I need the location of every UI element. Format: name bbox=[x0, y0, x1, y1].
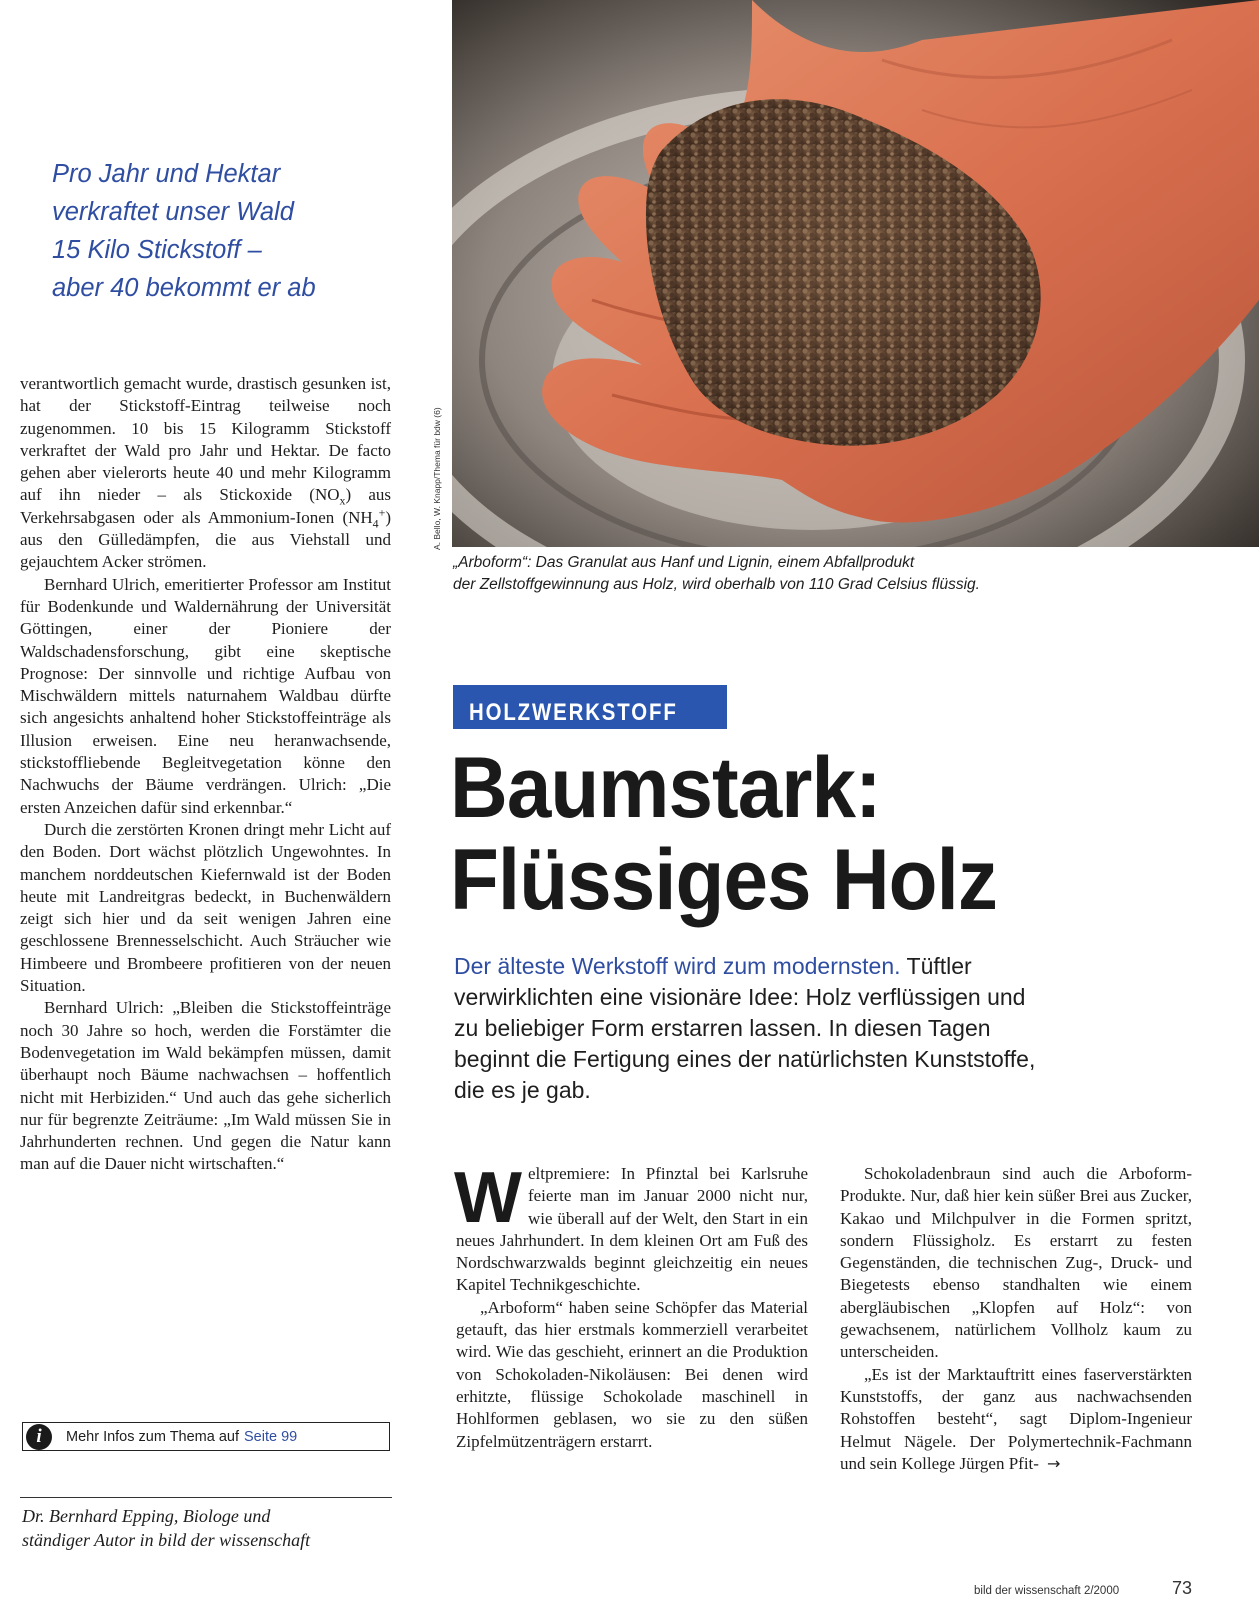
continue-arrow-icon: → bbox=[1046, 1453, 1061, 1473]
middle-paragraph: Weltpremiere: In Pfinztal bei Karlsruhe feierte man im Januar 2000 nicht nur, wie überall auf der Welt, den Start in ein neues Jahrhundert. In dem kleinen Ort am Fuß des Nordschwarzwalds beginnt gleichzeitig ein neues Kapitel Technikgeschichte. bbox=[454, 1158, 808, 1295]
caption-line: der Zellstoffgewinnung aus Holz, wird oberhalb von 110 Grad Celsius flüssig. bbox=[453, 576, 980, 593]
page-number: 73 bbox=[1172, 1578, 1193, 1598]
left-column bbox=[20, 373, 391, 1176]
hand-with-granulate-image bbox=[452, 0, 1259, 547]
pull-quote-line: verkraftet unser Wald bbox=[52, 198, 294, 226]
left-paragraph: verantwortlich gemacht wurde, drastisch gesunken ist, hat der Stickstoff-Eintrag teilweise noch zugenommen. 10 bis 15 Kilogramm Stickstoff verkraftet der Wald pro Jahr und Hektar. De facto gehen aber vielerorts heute 40 und mehr Kilogramm auf ihn nieder – als Stickoxide $(NO_x)$ aus Verkehrsabgasen oder als Ammonium-Ionen $(NH_4^+)$ aus den Gülledämpfen, die aus Viehstall und gejauchtem Acker strömen. bbox=[20, 374, 392, 572]
caption-line: „Arboform“: Das Granulat aus Hanf und Lignin, einem Abfallprodukt bbox=[453, 554, 915, 571]
lead-line: verwirklichten eine visionäre Idee: Holz verflüssigen und bbox=[454, 984, 1026, 1010]
magazine-footer: bild der wissenschaft 2/2000 bbox=[974, 1585, 1120, 1597]
photo-caption bbox=[453, 552, 1233, 596]
pull-quote-line: 15 Kilo Stickstoff – bbox=[52, 236, 262, 264]
pull-quote-line: aber 40 bekommt er ab bbox=[52, 274, 316, 302]
headline-line: Baumstark: bbox=[450, 740, 881, 836]
lead-line: beginnt die Fertigung eines der natürlichsten Kunststoffe, bbox=[454, 1046, 1036, 1072]
middle-column bbox=[454, 1158, 808, 1453]
author-note bbox=[22, 1504, 402, 1552]
left-paragraph: Durch die zerstörten Kronen dringt mehr Licht auf den Boden. Dort wächst plötzlich Ungewohntes. In manchem norddeutschen Kiefernwald ist der Boden heute mit Landreitgras bedeckt, in Buchenwäldern zeigt sich hier und da seit wenigen Jahren eine geschlossene Brennesselschicht. Auch Sträucher wie Himbeere und Brombeere profitieren von der neuen Situation. bbox=[20, 819, 391, 996]
lead-highlight: Der älteste Werkstoff wird zum modernsten. bbox=[454, 953, 901, 979]
right-column bbox=[840, 1163, 1192, 1475]
info-icon: i bbox=[26, 1424, 52, 1450]
author-divider bbox=[20, 1497, 392, 1498]
article-headline bbox=[450, 742, 1250, 926]
page-reference-link[interactable]: Seite 99 bbox=[244, 1428, 298, 1445]
lead-line: Der älteste Werkstoff wird zum modernsten. Tüftler bbox=[454, 953, 972, 979]
more-info-text: Mehr Infos zum Thema auf bbox=[66, 1428, 240, 1445]
left-paragraph: Bernhard Ulrich: „Bleiben die Stickstoffeinträge noch 30 Jahre so hoch, werden die Forstämter die Bodenvegetation im Wald bekämpfen müssen, damit überhaupt noch Bäume nachwachsen – hoffentlich nicht mit Herbiziden.“ Und auch das gehe sicherlich nur für begrenzte Zeiträume: „Im Wald müssen Sie in Jahrhunderten rechnen. Und gegen die Natur kann man auf die Dauer nicht wirtschaften.“ bbox=[20, 998, 391, 1174]
pull-quote-line: Pro Jahr und Hektar bbox=[52, 160, 281, 188]
right-paragraph: „Es ist der Marktauftritt eines faserverstärkten Kunststoffs, der ganz aus nachwachsenden Rohstoffen besteht“, sagt Diplom-Ingenieur Helmut Nägele. Der Polymertechnik-Fachmann und sein Kollege Jürgen Pfit- → bbox=[840, 1364, 1192, 1473]
left-paragraph: Bernhard Ulrich, emeritierter Professor am Institut für Bodenkunde und Waldernährung der Universität Göttingen, einer der Pioniere der Waldschadensforschung, gibt eine skeptische Prognose: Der sinnvolle und richtige Aufbau von Mischwäldern mittels naturnahem Waldbau dürfte sich angesichts anhaltend hoher Stickstoffeinträge als Illusion erweisen. Eine neu heranwachsende, stickstoffliebende Begleitvegetation könne den Nachwuchs der Bäume verdrängen. Ulrich: „Die ersten Anzeichen dafür sind erkennbar.“ bbox=[20, 574, 391, 817]
arboform-photo bbox=[452, 0, 1259, 547]
pull-quote bbox=[52, 155, 412, 307]
headline-line: Flüssiges Holz bbox=[450, 832, 997, 928]
drop-cap: W bbox=[454, 1158, 522, 1238]
lead-line: die es je gab. bbox=[454, 1077, 591, 1103]
author-line: ständiger Autor in bild der wissenschaft bbox=[22, 1530, 311, 1550]
article-lead bbox=[454, 951, 1254, 1106]
photo-credit: A. Bello, W. Knapp/Thema für bdw (6) bbox=[432, 407, 442, 550]
right-paragraph: Schokoladenbraun sind auch die Arboform-Produkte. Nur, daß hier kein süßer Brei aus Zucker, Kakao und Milchpulver in die Formen spritzt, sondern Flüssigholz. Es erstarrt zu festen Gegenständen, die technischen Zug-, Druck- und Biegetests ebenso standhalten wie einem abergläubischen „Klopfen auf Holz“: von gewachsenem, natürlichem Vollholz kaum zu unterscheiden. bbox=[840, 1164, 1192, 1362]
lead-line: zu beliebiger Form erstarren lassen. In diesen Tagen bbox=[454, 1015, 991, 1041]
middle-paragraph: „Arboform“ haben seine Schöpfer das Material getauft, das hier erstmals kommerziell verarbeitet wird. Wie das geschieht, erinnert an die Produktion von Schokoladen-Nikoläusen: Bei denen wird erhitzte, flüssige Schokolade maschinell in Hohlformen geblasen, wo sie zu den süßen Zipfelmützenträgern erstarrt. bbox=[456, 1297, 808, 1451]
more-info-box[interactable] bbox=[22, 1422, 390, 1451]
author-line: Dr. Bernhard Epping, Biologe und bbox=[22, 1506, 271, 1526]
section-kicker: HOLZWERKSTOFF bbox=[453, 685, 727, 729]
